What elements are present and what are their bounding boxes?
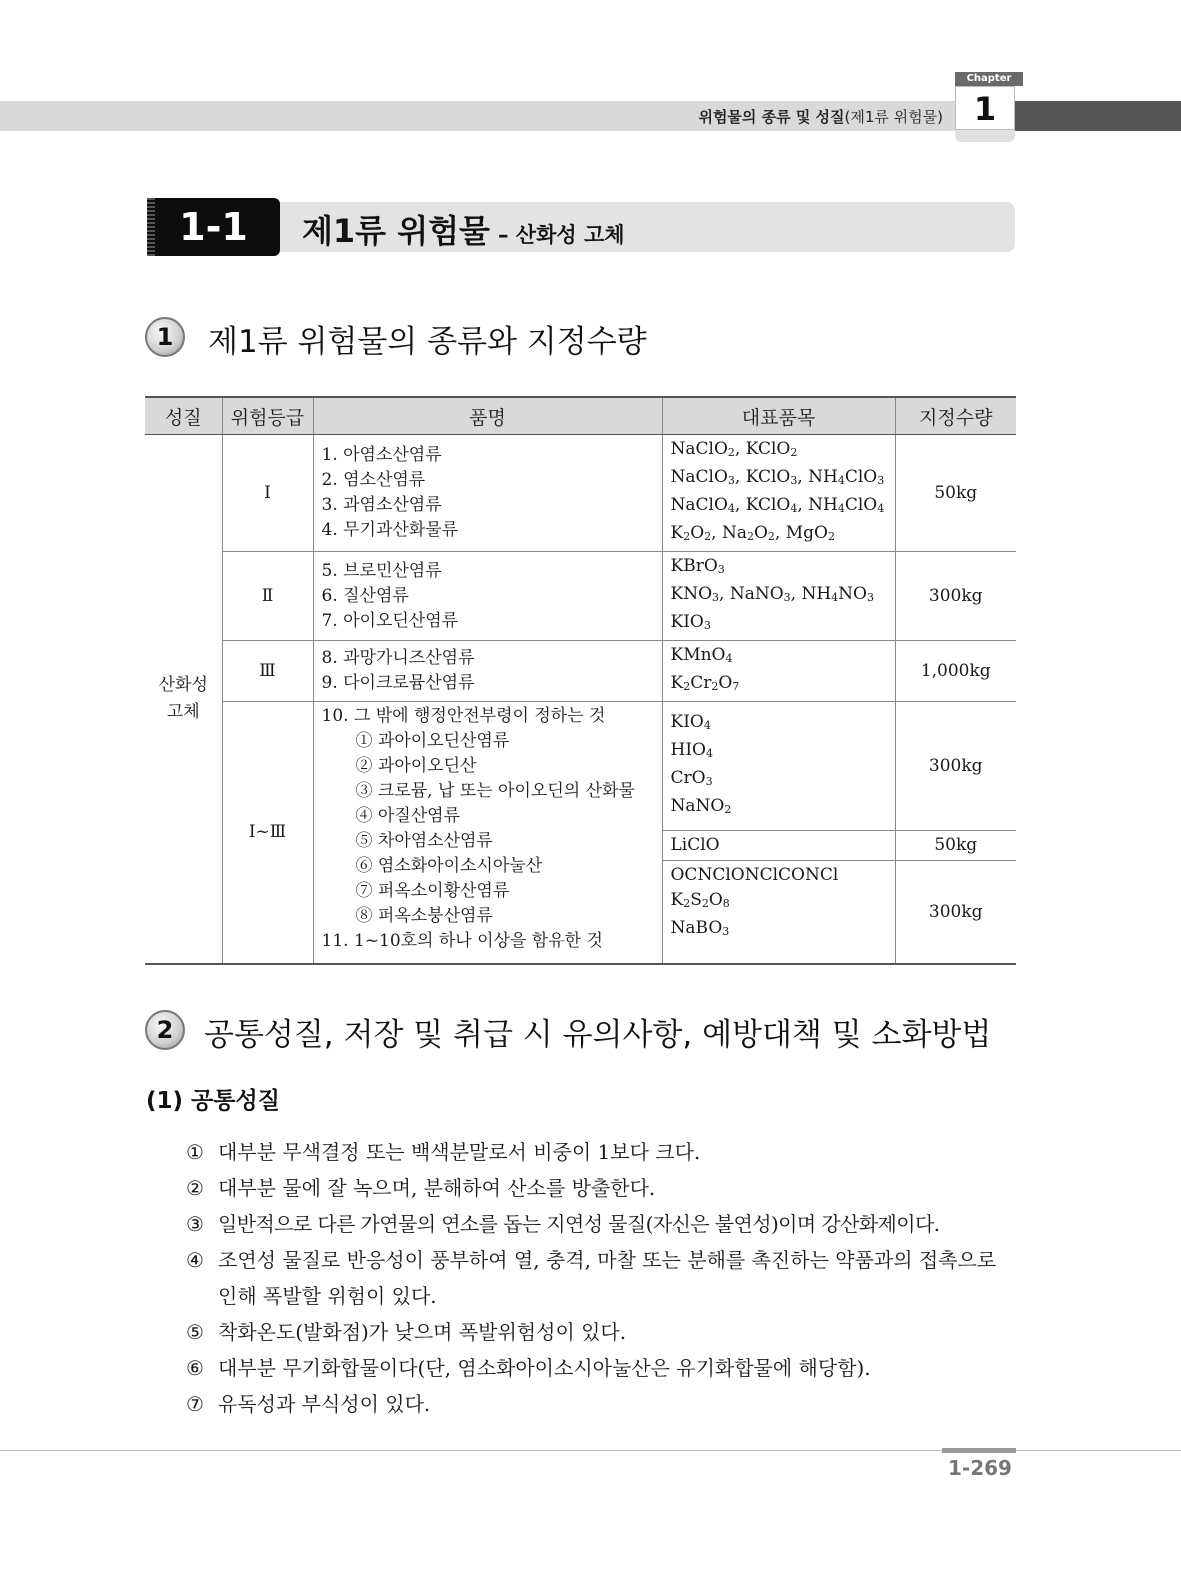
formula: NaClO$_4$, KClO$_4$, $NH_4ClO_4$ <box>670 495 885 515</box>
properties-list <box>186 1134 1018 1422</box>
formula: NaClO$_3$, KClO$_3$, $NH_4ClO_3$ <box>670 467 885 487</box>
heading-number-badge: 1 <box>145 317 185 357</box>
table-row <box>145 552 1016 641</box>
header-cell: 위험등급 <box>222 397 313 435</box>
formula: NaNO$_2$ <box>670 796 732 816</box>
item-number: ③ <box>186 1212 204 1236</box>
table-header-row <box>145 397 1016 435</box>
table-row <box>145 641 1016 702</box>
representative-cell: LiClO <box>662 831 895 861</box>
formula: $K_2S_2O_8$ <box>670 890 730 910</box>
grade-cell: Ⅰ <box>222 435 313 552</box>
heading-2: 공통성질, 저장 및 취급 시 유의사항, 예방대책 및 소화방법 <box>204 1017 992 1053</box>
subheading: (1) 공통성질 <box>146 1088 280 1114</box>
table-row <box>145 435 1016 552</box>
representative-cell <box>662 861 895 965</box>
formula: $K_2Cr_2O_7$ <box>670 673 740 693</box>
item-name: ③ 크로뮴, 납 또는 아이오딘의 산화물 <box>355 781 635 801</box>
running-header-rest: (제1류 위험물) <box>844 108 943 126</box>
formula: $KIO_4$ <box>670 712 711 732</box>
item-name: ④ 아질산염류 <box>355 806 461 826</box>
running-header-bold: 위험물의 종류 및 성질 <box>698 108 845 126</box>
item-name: ② 과아이오딘산 <box>355 756 477 776</box>
names-cell <box>313 435 662 552</box>
item-name: 9. 다이크로뮴산염류 <box>321 673 475 693</box>
list-item <box>186 1206 1018 1242</box>
table-row <box>145 702 1016 831</box>
item-number: ⑤ <box>186 1320 204 1344</box>
names-cell <box>313 641 662 702</box>
header-cell: 대표품목 <box>662 397 895 435</box>
item-text: 착화온도(발화점)가 낮으며 폭발위험성이 있다. <box>218 1320 627 1344</box>
item-name: 1. 아염소산염류 <box>321 445 442 465</box>
list-item <box>186 1170 1018 1206</box>
item-name: ⑦ 퍼옥소이황산염류 <box>355 881 510 901</box>
item-name: 3. 과염소산염류 <box>321 495 442 515</box>
item-name: 5. 브로민산염류 <box>321 560 442 581</box>
quantity-cell: 300kg <box>895 552 1016 641</box>
item-number: ④ <box>186 1248 204 1272</box>
item-text: 일반적으로 다른 가연물의 연소를 돕는 지연성 물질(자신은 불연성)이며 강산화제이다. <box>218 1212 940 1236</box>
heading-number-badge: 2 <box>145 1010 185 1050</box>
item-name: 7. 아이오딘산염류 <box>321 610 459 631</box>
running-header <box>698 106 943 127</box>
formula: OCNClONClCONCl <box>670 865 839 885</box>
item-name: ⑤ 차아염소산염류 <box>355 831 493 851</box>
item-text: 유독성과 부식성이 있다. <box>218 1392 431 1416</box>
header-dark-bar <box>1010 101 1181 131</box>
grade-cell: Ⅲ <box>222 641 313 702</box>
quantity-cell: 50kg <box>895 831 1016 861</box>
formula: NaBO$_3$ <box>670 918 730 938</box>
section-title <box>302 206 625 252</box>
representative-cell <box>662 702 895 831</box>
chapter-number: 1 <box>955 86 1015 130</box>
quantity-cell: 300kg <box>895 702 1016 831</box>
names-cell <box>313 552 662 641</box>
quantity-cell: 1,000kg <box>895 641 1016 702</box>
property-cell: 산화성 고체 <box>145 435 222 965</box>
section-number: 1-1 <box>147 198 280 256</box>
item-number: ⑦ <box>186 1392 204 1416</box>
grade-cell: Ⅱ <box>222 552 313 641</box>
quantity-cell: 300kg <box>895 861 1016 965</box>
header-cell: 지정수량 <box>895 397 1016 435</box>
quantity-cell: 50kg <box>895 435 1016 552</box>
item-name: 8. 과망가니즈산염류 <box>321 648 475 668</box>
list-item <box>186 1134 1018 1170</box>
formula: KMnO$_4$ <box>670 645 733 665</box>
formula: $K_2O_2$, $Na_2O_2$, MgO$_2$ <box>670 523 835 543</box>
formula: NaClO$_2$, KClO$_2$ <box>670 439 798 459</box>
representative-cell <box>662 435 895 552</box>
item-name: ① 과아이오딘산염류 <box>355 731 510 751</box>
section-title-text: 제1류 위험물 <box>302 212 490 250</box>
header-cell: 품명 <box>313 397 662 435</box>
formula: KBrO$_3$ <box>670 556 725 576</box>
item-number: ① <box>186 1140 204 1164</box>
formula: CrO$_3$ <box>670 768 713 788</box>
item-number: ⑥ <box>186 1356 204 1380</box>
item-name: ⑥ 염소화아이소시아눌산 <box>355 856 543 876</box>
representative-cell <box>662 641 895 702</box>
page-number: 1-269 <box>948 1456 1012 1480</box>
item-name: 2. 염소산염류 <box>321 470 426 490</box>
item-text: 조연성 물질로 반응성이 풍부하여 열, 충격, 마찰 또는 분해를 촉진하는 약품과의 접촉으로 인해 폭발할 위험이 있다. <box>218 1248 997 1308</box>
item-number: ② <box>186 1176 204 1200</box>
names-cell <box>313 702 662 965</box>
item-text: 대부분 물에 잘 녹으며, 분해하여 산소를 방출한다. <box>218 1176 656 1200</box>
item-text: 대부분 무기화합물이다(단, 염소화아이소시아눌산은 유기화합물에 해당함). <box>218 1356 871 1380</box>
item-name: ⑧ 퍼옥소붕산염류 <box>355 906 493 926</box>
heading-1: 제1류 위험물의 종류와 지정수량 <box>208 324 647 360</box>
chapter-label: Chapter <box>955 72 1023 86</box>
representative-cell <box>662 552 895 641</box>
item-name: 10. 그 밖에 행정안전부령이 정하는 것 <box>321 706 606 726</box>
item-name: 6. 질산염류 <box>321 585 409 606</box>
footer-accent-bar <box>942 1448 1016 1453</box>
list-item <box>186 1242 1018 1314</box>
grade-cell: Ⅰ~Ⅲ <box>222 702 313 965</box>
item-name: 4. 무기과산화물류 <box>321 520 459 540</box>
list-item <box>186 1314 1018 1350</box>
item-text: 대부분 무색결정 또는 백색분말로서 비중이 1보다 크다. <box>218 1140 701 1164</box>
list-item <box>186 1350 1018 1386</box>
item-name: 11. 1~10호의 하나 이상을 함유한 것 <box>321 931 603 951</box>
list-item <box>186 1386 1018 1422</box>
classification-table <box>145 396 1016 965</box>
formula: $KIO_3$ <box>670 612 711 632</box>
formula: $KNO_3$, NaNO$_3$, $NH_4NO_3$ <box>670 584 874 604</box>
section-subtitle: – 산화성 고체 <box>497 223 625 247</box>
header-cell: 성질 <box>145 397 222 435</box>
formula: $HIO_4$ <box>670 740 713 760</box>
